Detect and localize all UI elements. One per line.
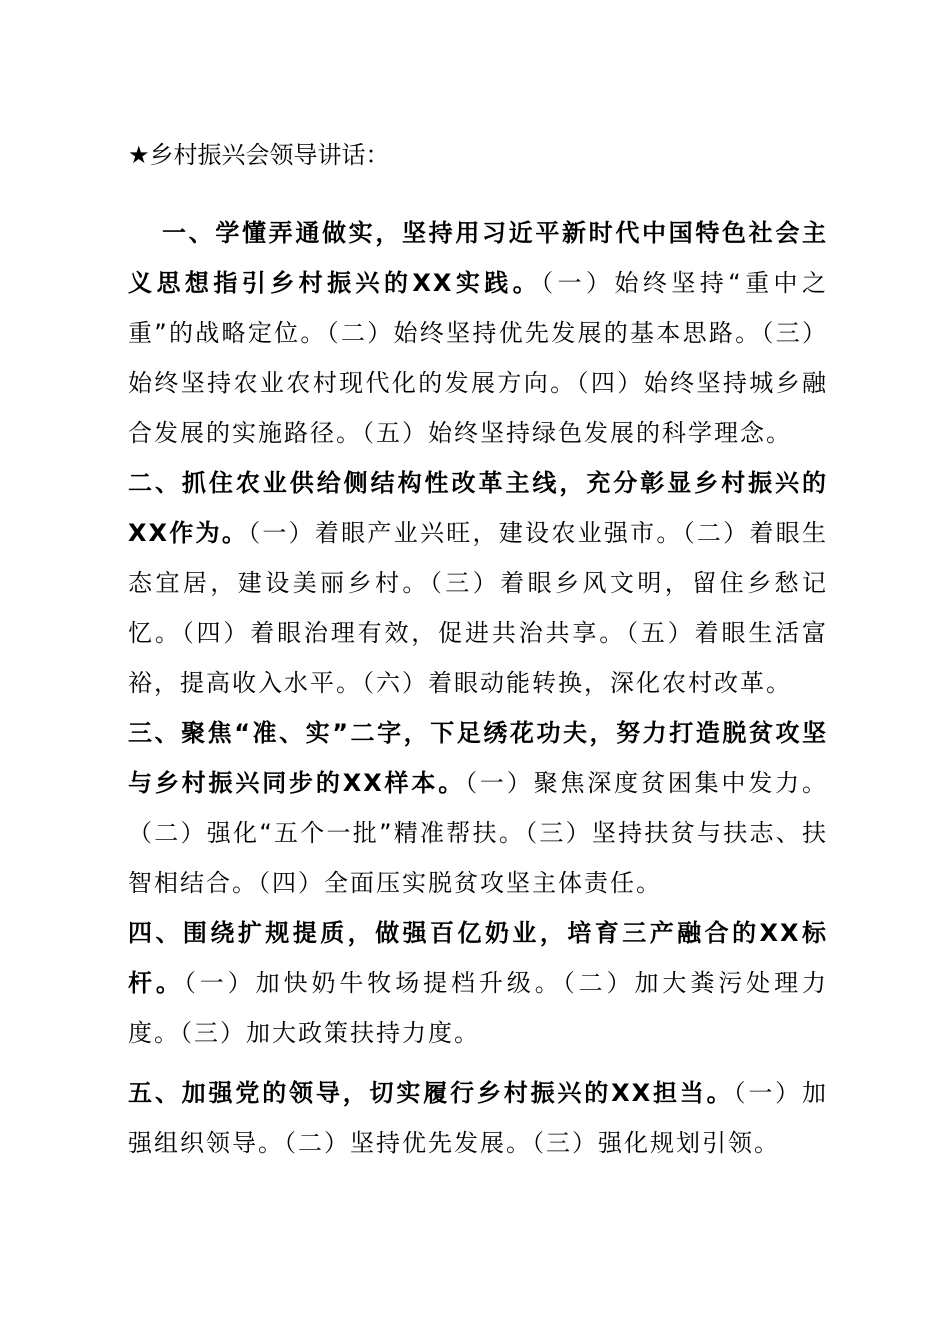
section-heading: 三、聚焦“准、实”二字，下足绣花功夫，努力打造脱贫攻坚与乡村振兴同步的XX样本。 — [128, 719, 828, 797]
section-heading: 一、学懂弄通做实，坚持用习近平新时代中国特色社会主义思想指引乡村振兴的XX实践。 — [128, 219, 828, 297]
section-body: （一）始终坚持“重中之重”的战略定位。（二）始终坚持优先发展的基本思路。（三）始终坚持农业农村现代化的发展方向。（四）始终坚持城乡融合发展的实施路径。（五）始终坚持绿色发展的科学理念。 — [128, 269, 828, 447]
section-body: （一）聚焦深度贫困集中发力。（二）强化“五个一批”精准帮扶。（三）坚持扶贫与扶志、扶智相结合。（四）全面压实脱贫攻坚主体责任。 — [128, 769, 829, 897]
document-page — [128, 130, 828, 1168]
section-2 — [128, 458, 828, 708]
section-body: （一）着眼产业兴旺，建设农业强市。（二）着眼生态宜居，建设美丽乡村。（三）着眼乡风文明，留住乡愁记忆。（四）着眼治理有效，促进共治共享。（五）着眼生活富裕，提高收入水平。（六）着眼动能转换，深化农村改革。 — [128, 519, 829, 697]
section-heading: 五、加强党的领导，切实履行乡村振兴的XX担当。 — [128, 1079, 734, 1107]
section-heading: 二、抓住农业供给侧结构性改革主线，充分彰显乡村振兴的XX作为。 — [128, 469, 828, 547]
section-4 — [128, 908, 828, 1058]
section-1 — [128, 208, 828, 458]
document-title: ★乡村振兴会领导讲话： — [128, 141, 390, 169]
section-3 — [128, 708, 828, 908]
section-5 — [128, 1068, 828, 1168]
section-body: （一）加快奶牛牧场提档升级。（二）加大粪污处理力度。（三）加大政策扶持力度。 — [128, 969, 829, 1047]
section-heading: 四、围绕扩规提质，做强百亿奶业，培育三产融合的XX标杆。 — [128, 919, 828, 997]
section-body: （一）加强组织领导。（二）坚持优先发展。（三）强化规划引领。 — [128, 1079, 829, 1157]
